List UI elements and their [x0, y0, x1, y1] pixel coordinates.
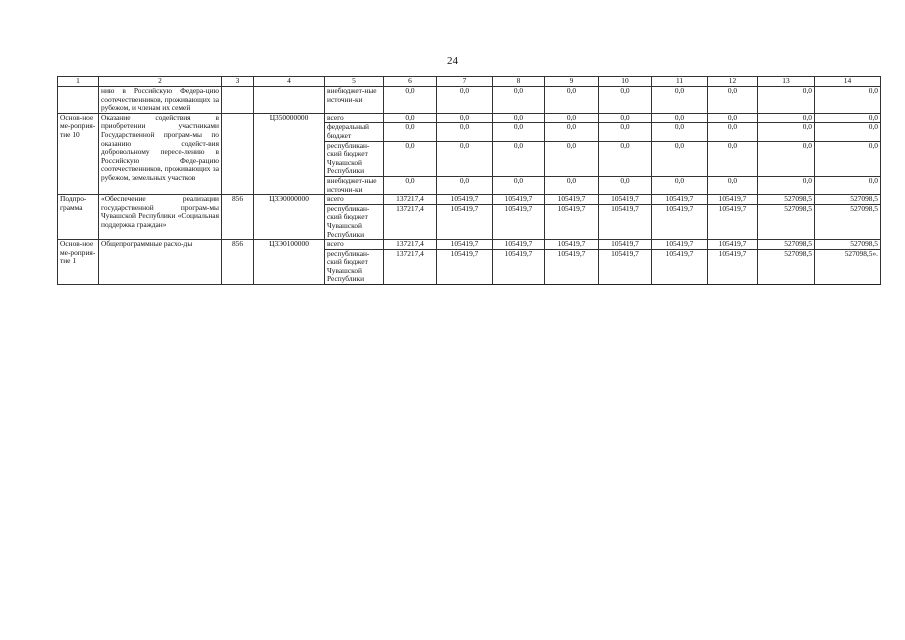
value-cell-col-14: 527098,5 — [815, 195, 881, 205]
value-cell-col-10: 0,0 — [599, 123, 652, 141]
value-cell-col-12: 0,0 — [708, 87, 758, 114]
value-cell-col-14: 0,0 — [815, 123, 881, 141]
column-header-14: 14 — [815, 77, 881, 87]
funding-source-cell: республикан-ский бюджет Чувашской Республики — [325, 204, 384, 239]
value-cell-col-7: 0,0 — [437, 123, 493, 141]
value-cell-col-6: 0,0 — [384, 123, 437, 141]
table-row — [58, 113, 881, 123]
description-cell: Общепрограммные расхо-ды — [99, 240, 222, 285]
value-cell-col-13: 527098,5 — [758, 240, 815, 250]
value-cell-col-8: 105419,7 — [493, 195, 545, 205]
gov-code-cell — [222, 113, 254, 194]
column-header-13: 13 — [758, 77, 815, 87]
value-cell-col-8: 0,0 — [493, 87, 545, 114]
value-cell-col-9: 105419,7 — [545, 249, 599, 284]
funding-source-cell: всего — [325, 195, 384, 205]
budget-code-cell: Ц3Э0000000 — [254, 195, 325, 240]
value-cell-col-8: 105419,7 — [493, 204, 545, 239]
value-cell-col-6: 0,0 — [384, 87, 437, 114]
value-cell-col-11: 105419,7 — [652, 249, 708, 284]
value-cell-col-9: 105419,7 — [545, 204, 599, 239]
value-cell-col-12: 105419,7 — [708, 195, 758, 205]
value-cell-col-11: 0,0 — [652, 123, 708, 141]
value-cell-col-9: 0,0 — [545, 141, 599, 176]
value-cell-col-10: 0,0 — [599, 87, 652, 114]
value-cell-col-8: 105419,7 — [493, 240, 545, 250]
value-cell-col-6: 0,0 — [384, 113, 437, 123]
value-cell-col-9: 0,0 — [545, 123, 599, 141]
description-cell: нию в Российскую Федера-цию соотечественников, проживающих за рубежом, и членам их семей — [99, 87, 222, 114]
value-cell-col-6: 137217,4 — [384, 249, 437, 284]
value-cell-col-11: 105419,7 — [652, 240, 708, 250]
funding-source-cell: республикан-ский бюджет Чувашской Республики — [325, 141, 384, 176]
value-cell-col-7: 105419,7 — [437, 240, 493, 250]
value-cell-col-7: 0,0 — [437, 113, 493, 123]
value-cell-col-9: 0,0 — [545, 113, 599, 123]
value-cell-col-8: 0,0 — [493, 113, 545, 123]
funding-source-cell: всего — [325, 240, 384, 250]
value-cell-col-6: 0,0 — [384, 176, 437, 194]
value-cell-col-14: 527098,5 — [815, 204, 881, 239]
column-header-2: 2 — [99, 77, 222, 87]
value-cell-col-10: 0,0 — [599, 176, 652, 194]
value-cell-col-12: 0,0 — [708, 141, 758, 176]
column-header-12: 12 — [708, 77, 758, 87]
value-cell-col-11: 0,0 — [652, 176, 708, 194]
value-cell-col-9: 105419,7 — [545, 195, 599, 205]
program-name-cell: Основ-ное ме-роприя-тие 1 — [58, 240, 99, 285]
value-cell-col-10: 0,0 — [599, 141, 652, 176]
value-cell-col-14: 527098,5». — [815, 249, 881, 284]
value-cell-col-8: 0,0 — [493, 176, 545, 194]
value-cell-col-12: 105419,7 — [708, 204, 758, 239]
column-header-3: 3 — [222, 77, 254, 87]
value-cell-col-8: 0,0 — [493, 123, 545, 141]
page-number: 24 — [447, 55, 458, 67]
value-cell-col-10: 0,0 — [599, 113, 652, 123]
value-cell-col-6: 137217,4 — [384, 204, 437, 239]
value-cell-col-10: 105419,7 — [599, 195, 652, 205]
value-cell-col-7: 0,0 — [437, 141, 493, 176]
value-cell-col-11: 105419,7 — [652, 204, 708, 239]
value-cell-col-14: 527098,5 — [815, 240, 881, 250]
value-cell-col-13: 527098,5 — [758, 249, 815, 284]
value-cell-col-11: 105419,7 — [652, 195, 708, 205]
gov-code-cell: 856 — [222, 195, 254, 240]
description-cell: «Обеспечение реализации государственной програм-мы Чувашской Республики «Социальная поддержка граждан» — [99, 195, 222, 240]
value-cell-col-7: 105419,7 — [437, 195, 493, 205]
value-cell-col-9: 105419,7 — [545, 240, 599, 250]
column-header-8: 8 — [493, 77, 545, 87]
value-cell-col-7: 105419,7 — [437, 204, 493, 239]
value-cell-col-10: 105419,7 — [599, 204, 652, 239]
value-cell-col-13: 527098,5 — [758, 204, 815, 239]
column-header-10: 10 — [599, 77, 652, 87]
value-cell-col-13: 0,0 — [758, 123, 815, 141]
funding-source-cell: республикан-ский бюджет Чувашской Республики — [325, 249, 384, 284]
value-cell-col-14: 0,0 — [815, 113, 881, 123]
value-cell-col-8: 105419,7 — [493, 249, 545, 284]
value-cell-col-13: 0,0 — [758, 141, 815, 176]
budget-table — [57, 76, 881, 285]
value-cell-col-9: 0,0 — [545, 87, 599, 114]
table-row — [58, 87, 881, 114]
value-cell-col-13: 527098,5 — [758, 195, 815, 205]
value-cell-col-11: 0,0 — [652, 113, 708, 123]
value-cell-col-13: 0,0 — [758, 113, 815, 123]
table-row — [58, 195, 881, 205]
gov-code-cell — [222, 87, 254, 114]
program-name-cell — [58, 87, 99, 114]
column-header-11: 11 — [652, 77, 708, 87]
value-cell-col-6: 137217,4 — [384, 240, 437, 250]
column-header-5: 5 — [325, 77, 384, 87]
funding-source-cell: внебюджет-ные источни-ки — [325, 176, 384, 194]
value-cell-col-12: 105419,7 — [708, 240, 758, 250]
gov-code-cell: 856 — [222, 240, 254, 285]
table-row — [58, 240, 881, 250]
value-cell-col-11: 0,0 — [652, 87, 708, 114]
value-cell-col-10: 105419,7 — [599, 240, 652, 250]
value-cell-col-10: 105419,7 — [599, 249, 652, 284]
column-header-6: 6 — [384, 77, 437, 87]
value-cell-col-12: 105419,7 — [708, 249, 758, 284]
column-header-9: 9 — [545, 77, 599, 87]
value-cell-col-9: 0,0 — [545, 176, 599, 194]
table-body — [58, 87, 881, 285]
value-cell-col-8: 0,0 — [493, 141, 545, 176]
value-cell-col-7: 0,0 — [437, 87, 493, 114]
program-name-cell: Подпро-грамма — [58, 195, 99, 240]
column-header-1: 1 — [58, 77, 99, 87]
value-cell-col-11: 0,0 — [652, 141, 708, 176]
funding-source-cell: всего — [325, 113, 384, 123]
program-name-cell: Основ-ное ме-роприя-тие 10 — [58, 113, 99, 194]
value-cell-col-12: 0,0 — [708, 123, 758, 141]
column-header-4: 4 — [254, 77, 325, 87]
value-cell-col-13: 0,0 — [758, 176, 815, 194]
value-cell-col-14: 0,0 — [815, 176, 881, 194]
budget-code-cell: Ц350000000 — [254, 113, 325, 194]
header-row — [58, 77, 881, 87]
budget-code-cell: Ц3Э0100000 — [254, 240, 325, 285]
value-cell-col-7: 0,0 — [437, 176, 493, 194]
value-cell-col-6: 137217,4 — [384, 195, 437, 205]
value-cell-col-12: 0,0 — [708, 113, 758, 123]
funding-source-cell: внебюджет-ные источни-ки — [325, 87, 384, 114]
funding-source-cell: федеральный бюджет — [325, 123, 384, 141]
value-cell-col-13: 0,0 — [758, 87, 815, 114]
value-cell-col-14: 0,0 — [815, 141, 881, 176]
value-cell-col-14: 0,0 — [815, 87, 881, 114]
budget-code-cell — [254, 87, 325, 114]
value-cell-col-12: 0,0 — [708, 176, 758, 194]
description-cell: Оказание содействия в приобретении участниками Государственной програм-мы по оказанию содейст-вия добровольному пересе-лению в Российскую Феде-рацию соотечественников, проживающих за рубежом, земельных участков — [99, 113, 222, 194]
value-cell-col-7: 105419,7 — [437, 249, 493, 284]
value-cell-col-6: 0,0 — [384, 141, 437, 176]
column-header-7: 7 — [437, 77, 493, 87]
